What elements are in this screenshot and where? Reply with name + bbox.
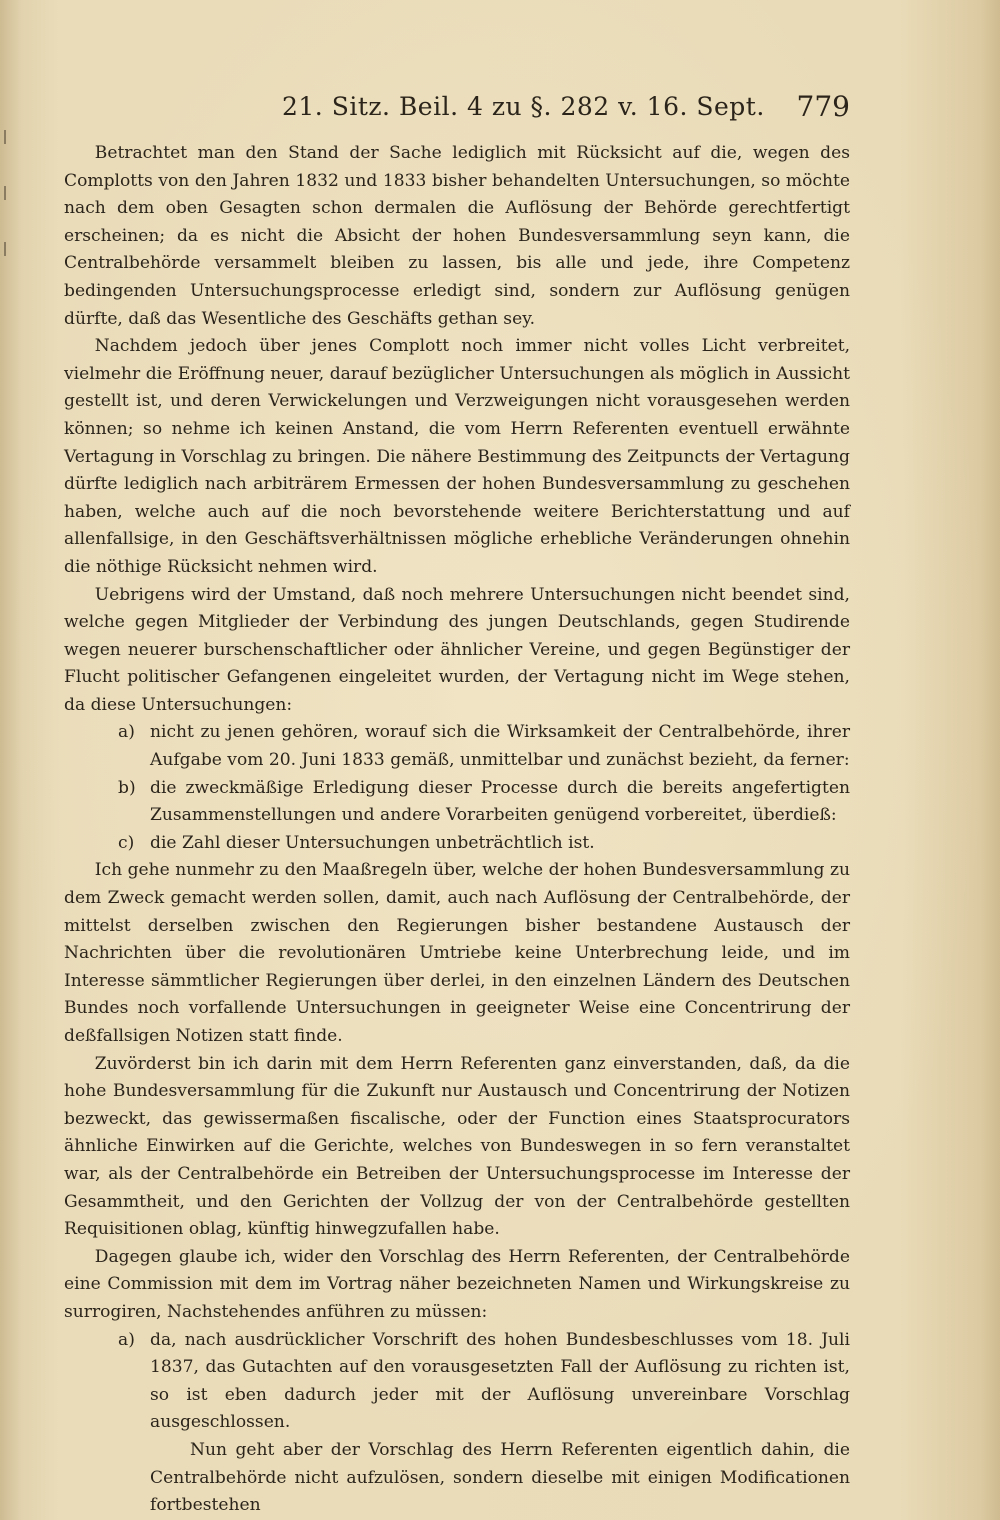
binding-mark	[4, 130, 6, 144]
list-marker: b)	[118, 777, 136, 798]
list-item-text: nicht zu jenen gehören, worauf sich die Wirksamkeit der Centralbehörde, ihrer Aufgabe vom 20. Juni 1833 gemäß, unmittelbar und zunächst bezieht, da ferner:	[150, 722, 850, 771]
list-item	[64, 775, 850, 830]
paragraph: Betrachtet man den Stand der Sache lediglich mit Rücksicht auf die, wegen des Complotts von den Jahren 1832 und 1833 bisher behandelten Untersuchungen, so möchte nach dem oben Gesagten schon dermalen die Auflösung der Behörde gerechtfertigt erscheinen; da es nicht die Absicht der hohen Bundesversammlung seyn kann, die Centralbehörde versammelt bleiben zu lassen, bis alle und jede, ihre Competenz bedingenden Untersuchungsprocesse erledigt sind, sondern zur Auflösung genügen dürfte, daß das Wesentliche des Geschäfts gethan sey.	[64, 143, 850, 329]
list-item-text: da, nach ausdrücklicher Vorschrift des hohen Bundesbeschlusses vom 18. Juli 1837, das Gutachten auf den vorausgesetzten Fall der Auflösung zu richten ist, so ist eben dadurch jeder mit der Auflösung unvereinbare Vorschlag ausgeschlossen.	[150, 1329, 850, 1433]
binding-mark	[4, 186, 6, 200]
paragraph: Uebrigens wird der Umstand, daß noch mehrere Untersuchungen nicht beendet sind, welche gegen Mitglieder der Verbindung des jungen Deutschlands, gegen Studirende wegen neuerer burschenschaftlicher oder ähnlicher Vereine, und gegen Begünstiger der Flucht politischer Gefangenen eingeleitet wurden, der Vertagung nicht im Wege stehen, da diese Untersuchungen:	[64, 584, 850, 715]
paragraph: Dagegen glaube ich, wider den Vorschlag des Herrn Referenten, der Centralbehörde eine Commission mit dem im Vortrag näher bezeichneten Namen und Wirkungskreise zu surrogiren, Nachstehendes anführen zu müssen:	[64, 1246, 850, 1322]
list-item-text: die zweckmäßige Erledigung dieser Processe durch die bereits angefertigten Zusammenstellungen und andere Vorarbeiten genügend vorbereitet, überdieß:	[150, 777, 850, 826]
closing-text: Nun geht aber der Vorschlag des Herrn Referenten eigentlich dahin, die Centralbehörde nicht aufzulösen, sondern dieselbe mit einigen Modificationen fortbestehen	[150, 1439, 850, 1516]
list-marker: a)	[118, 1329, 135, 1350]
body-text	[64, 140, 850, 1520]
page-header	[110, 90, 850, 124]
running-head: 21. Sitz. Beil. 4 zu §. 282 v. 16. Sept.	[282, 92, 765, 121]
paragraph: Zuvörderst bin ich darin mit dem Herrn Referenten ganz einverstanden, daß, da die hohe Bundesversammlung für die Zukunft nur Austausch und Concentrirung der Notizen bezweckt, das gewissermaßen fiscalische, oder der Function eines Staatsprocurators ähnliche Einwirken auf die Gerichte, welches von Bundeswegen in so fern veranstaltet war, als der Centralbehörde ein Betreiben der Untersuchungsprocesse im Interesse der Gesammtheit, und den Gerichten der Vollzug der von der Centralbehörde gestellten Requisitionen oblag, künftig hinwegzufallen habe.	[64, 1053, 850, 1240]
list-marker: a)	[118, 722, 135, 743]
list-item-text: die Zahl dieser Untersuchungen unbeträchtlich ist.	[150, 832, 595, 853]
binding-mark	[4, 242, 6, 256]
list-marker: c)	[118, 832, 135, 853]
binding-edge-marks	[2, 130, 8, 290]
page-number: 779	[796, 90, 850, 123]
list-item	[64, 719, 850, 774]
paragraph: Ich gehe nunmehr zu den Maaßregeln über, welche der hohen Bundesversammlung zu dem Zweck gemacht werden sollen, damit, auch nach Auflösung der Centralbehörde, der mittelst derselben zwischen den Regierungen bisher bestandene Austausch der Nachrichten über die revolutionären Umtriebe keine Unterbrechung leide, und im Interesse sämmtlicher Regierungen über derlei, in den einzelnen Ländern des Deutschen Bundes noch vorfallende Untersuchungen in geeigneter Weise eine Concentrirung der deßfallsigen Notizen statt finde.	[64, 860, 850, 1046]
closing-paragraph	[64, 1437, 850, 1520]
list-item	[64, 1327, 850, 1437]
paragraph: Nachdem jedoch über jenes Complott noch immer nicht volles Licht verbreitet, vielmehr die Eröffnung neuer, darauf bezüglicher Untersuchungen als möglich in Aussicht gestellt ist, und deren Verwickelungen und Verzweigungen nicht vorausgesehen werden können; so nehme ich keinen Anstand, die vom Herrn Referenten eventuell erwähnte Vertagung in Vorschlag zu bringen. Die nähere Bestimmung des Zeitpuncts der Vertagung dürfte lediglich nach arbiträrem Ermessen der hohen Bundesversammlung zu geschehen haben, welche auch auf die noch bevorstehende weitere Berichterstattung und auf allenfallsige, in den Geschäftsverhältnissen mögliche erhebliche Veränderungen ohnehin die nöthige Rücksicht nehmen wird.	[64, 336, 850, 577]
list-item	[64, 830, 850, 858]
